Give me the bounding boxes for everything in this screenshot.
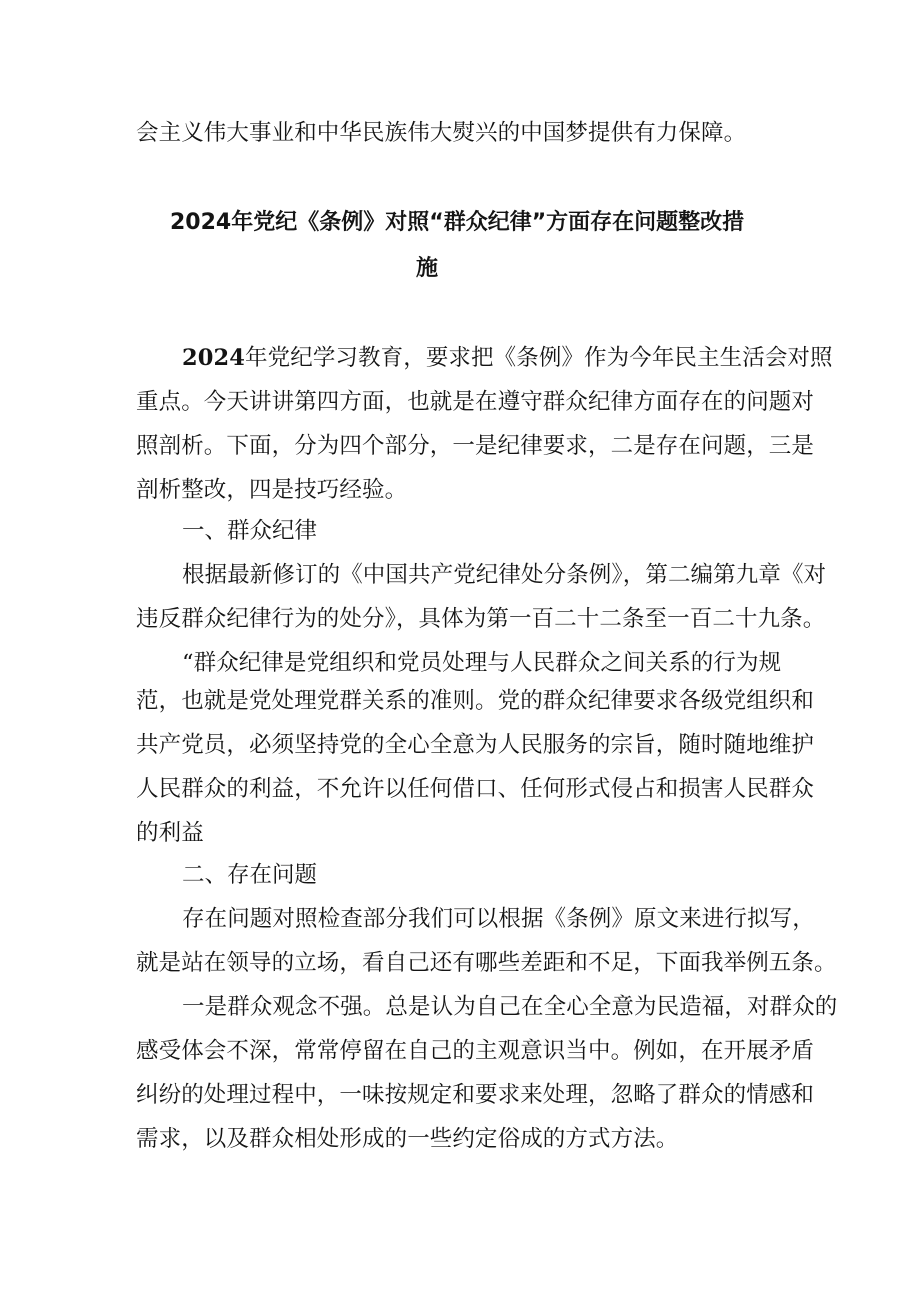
section-1-heading: 一、群众纪律: [182, 518, 318, 544]
section-2-heading: 二、存在问题: [182, 862, 318, 888]
intro-line-1-text: 年党纪学习教育，要求把《条例》作为今年民主生活会对照: [245, 345, 833, 371]
intro-line-2: 重点。今天讲讲第四方面，也就是在遵守群众纪律方面存在的问题对: [136, 389, 815, 415]
intro-line-4: 剖析整改，四是技巧经验。: [136, 477, 408, 503]
document-title-line-1: 2024年党纪《条例》对照“群众纪律”方面存在问题整改措: [170, 210, 745, 235]
section-2-p2-line-4: 需求，以及群众相处形成的一些约定俗成的方式方法。: [136, 1126, 679, 1152]
paragraph-continuation: 会主义伟大事业和中华民族伟大熨兴的中国梦提供有力保障。: [136, 120, 747, 146]
section-2-p1-line-1: 存在问题对照检查部分我们可以根据《条例》原文来进行拟写，: [182, 906, 815, 932]
section-1-p2-line-4: 人民群众的利益，不允许以任何借口、任何形式侵占和损害人民群众: [136, 776, 815, 802]
section-2-p2-line-1: 一是群众观念不强。总是认为自己在全心全意为民造福，对群众的: [182, 994, 838, 1020]
section-1-p2-line-2: 范，也就是党处理党群关系的准则。党的群众纪律要求各级党组织和: [136, 688, 815, 714]
section-2-p1-line-2: 就是站在领导的立场，看自己还有哪些差距和不足，下面我举例五条。: [136, 950, 837, 976]
intro-line-1: [182, 343, 842, 373]
section-1-p1-line-2: 违反群众纪律行为的处分》，具体为第一百二十二条至一百二十九条。: [136, 606, 826, 632]
intro-year: 2024: [182, 345, 246, 371]
section-1-p2-line-5: 的利益: [136, 820, 204, 846]
intro-line-3: 照剖析。下面，分为四个部分，一是纪律要求，二是存在问题，三是: [136, 433, 815, 459]
section-1-p2-line-3: 共产党员，必须坚持党的全心全意为人民服务的宗旨，随时随地维护: [136, 732, 815, 758]
section-1-p2-line-1: “群众纪律是党组织和党员处理与人民群众之间关系的行为规: [182, 650, 782, 676]
section-2-p2-line-3: 纠纷的处理过程中，一味按规定和要求来处理，忽略了群众的情感和: [136, 1082, 815, 1108]
section-2-p2-line-2: 感受体会不深，常常停留在自己的主观意识当中。例如，在开展矛盾: [136, 1038, 815, 1064]
section-1-p1-line-1: 根据最新修订的《中国共产党纪律处分条例》，第二编第九章《对: [182, 562, 827, 588]
document-title-line-2: 施: [416, 256, 439, 281]
